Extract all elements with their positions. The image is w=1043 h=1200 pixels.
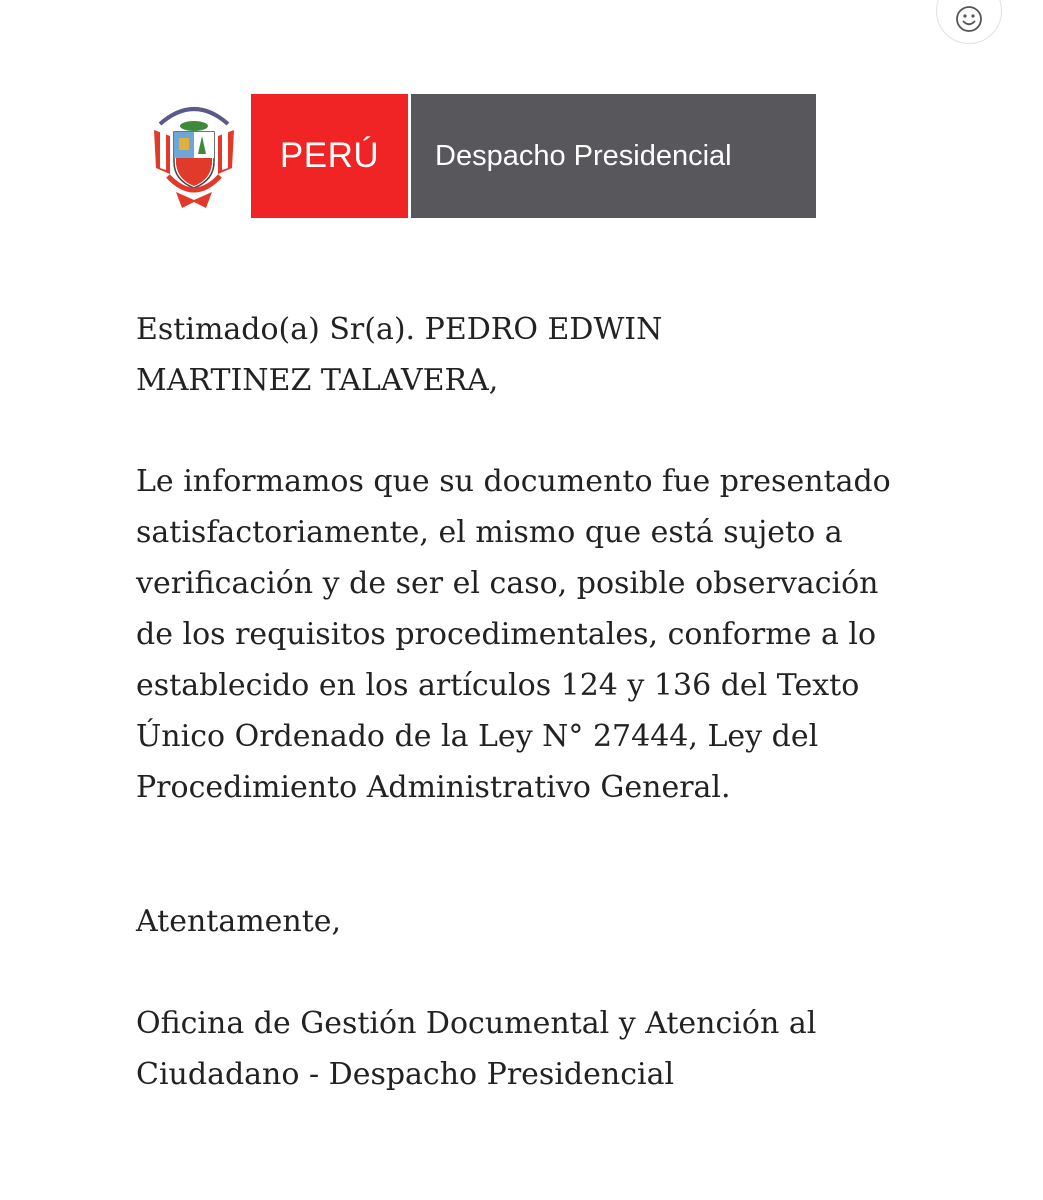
letter-signature: Oficina de Gestión Documental y Atención al Ciudadano - Despacho Presidencial — [136, 1006, 817, 1092]
coat-of-arms-logo — [140, 94, 248, 218]
header-banner — [140, 94, 816, 218]
letter-closing: Atentamente, — [136, 904, 342, 939]
office-label: Despacho Presidencial — [435, 139, 732, 172]
office-label-block — [411, 94, 816, 218]
peru-label-block — [251, 94, 408, 218]
country-label: PERÚ — [279, 136, 380, 175]
letter-message: Le informamos que su documento fue presentado satisfactoriamente, el mismo que está sujeto a verificación y de ser el caso, posible observación de los requisitos procedimentales, conforme a lo establecido en los artículos 124 y 136 del Texto Único Ordenado de la Ley N° 27444, Ley del Procedimiento Administrativo General. — [136, 464, 891, 805]
coat-of-arms-icon — [146, 96, 242, 217]
smiley-face-icon — [954, 4, 984, 34]
emoji-reaction-button[interactable] — [936, 0, 1002, 44]
letter-greeting: Estimado(a) Sr(a). PEDRO EDWIN MARTINEZ TALAVERA, — [136, 312, 663, 398]
